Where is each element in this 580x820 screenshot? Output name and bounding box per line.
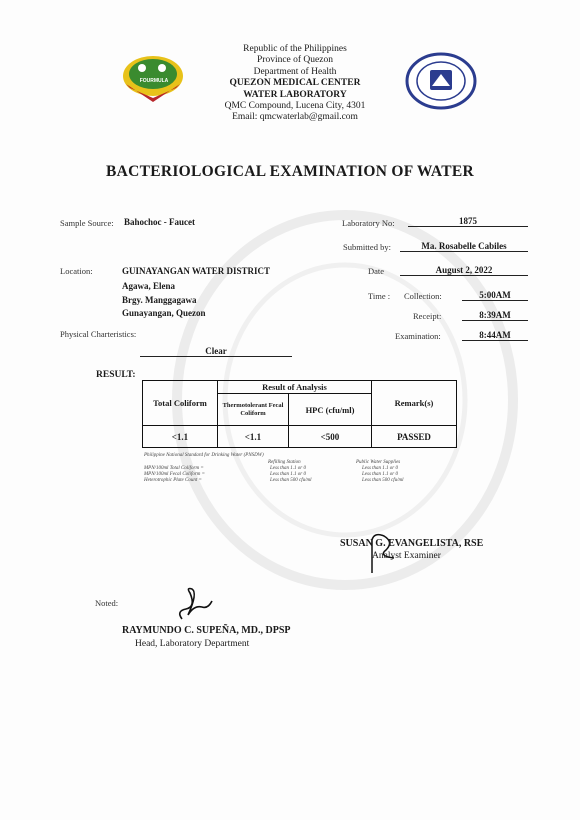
header-department: Department of Health	[253, 66, 337, 77]
standards-row-3-refill: Less than 500 cfu/ml	[270, 478, 312, 483]
lab-no-value: 1875	[408, 216, 528, 227]
col-remarks: Remark(s)	[372, 381, 457, 426]
collection-value: 5:00AM	[462, 290, 528, 301]
header-email: Email: qmcwaterlab@gmail.com	[232, 112, 358, 123]
physical-value: Clear	[140, 346, 292, 357]
examination-label: Examination:	[395, 331, 441, 341]
location-label: Location:	[60, 266, 93, 276]
standards-col2-head: Refilling Station	[268, 460, 301, 465]
result-group-header: Result of Analysis	[218, 381, 372, 394]
value-hpc: <500	[289, 426, 372, 448]
value-fecal-coliform: <1.1	[218, 426, 289, 448]
receipt-value: 8:39AM	[462, 310, 528, 321]
physical-label: Physical Charteristics:	[60, 329, 137, 339]
standards-row-1-public: Less than 1.1 or 0	[362, 466, 398, 471]
date-label: Date	[368, 266, 385, 276]
letterhead	[190, 44, 400, 124]
header-country: Republic of the Philippines	[243, 44, 347, 54]
standards-row-3-public: Less than 500 cfu/ml	[362, 478, 404, 483]
location-line-1: GUINAYANGAN WATER DISTRICT	[122, 266, 271, 276]
standards-row-2-refill: Less than 1.1 or 0	[270, 472, 306, 477]
receipt-label: Receipt:	[413, 311, 442, 321]
noted-title: Head, Laboratory Department	[135, 639, 250, 649]
standards-row-3-label: Heterotrophic Plate Count =	[144, 478, 202, 483]
location-line-2: Agawa, Elena	[122, 281, 176, 291]
sample-source-value: Bahochoc - Faucet	[124, 217, 195, 227]
submitted-label: Submitted by:	[343, 242, 391, 252]
result-table	[142, 380, 457, 448]
analyst-title: Analyst Examiner	[372, 551, 441, 561]
head-signature	[172, 585, 218, 625]
collection-label: Collection:	[404, 291, 442, 301]
time-label: Time :	[368, 291, 391, 301]
header-lab: WATER LABORATORY	[243, 89, 347, 100]
col-fecal-coliform: Thermotolerant Fecal Coliform	[218, 394, 289, 426]
standards-row-1-label: MPN/100ml Total Coliform =	[144, 466, 204, 471]
province-seal-icon	[402, 52, 480, 110]
col-hpc: HPC (cfu/ml)	[289, 394, 372, 426]
sample-source-label: Sample Source:	[60, 218, 114, 228]
standards-title: Philippine National Standard for Drinking Water (PNSDW)	[144, 453, 264, 458]
standards-col3-head: Public Water Supplies	[356, 460, 401, 465]
location-line-3: Brgy. Manggagawa	[122, 295, 197, 305]
standards-row-1-refill: Less than 1.1 or 0	[270, 466, 306, 471]
standards-row-2-label: MPN/100ml Fecal Coliform =	[144, 472, 206, 477]
header-address: QMC Compound, Lucena City, 4301	[224, 101, 366, 112]
analyst-name: SUSAN G. EVANGELISTA, RSE	[340, 538, 484, 549]
submitted-value: Ma. Rosabelle Cabiles	[400, 241, 528, 252]
standards-row-2-public: Less than 1.1 or 0	[362, 472, 398, 477]
noted-label: Noted:	[95, 598, 119, 608]
page-title: BACTERIOLOGICAL EXAMINATION OF WATER	[105, 163, 475, 180]
result-label: RESULT:	[96, 370, 136, 380]
location-line-4: Gunayangan, Quezon	[122, 308, 206, 318]
noted-name: RAYMUNDO C. SUPEÑA, MD., DPSP	[122, 625, 291, 636]
value-remarks: PASSED	[372, 426, 457, 448]
header-province: Province of Quezon	[257, 55, 333, 66]
examination-value: 8:44AM	[462, 330, 528, 341]
fourmula-logo-text: FOURMULA	[139, 78, 169, 84]
col-total-coliform: Total Coliform	[143, 381, 218, 426]
value-total-coliform: <1.1	[143, 426, 218, 448]
date-value: August 2, 2022	[400, 265, 528, 276]
header-center: QUEZON MEDICAL CENTER	[229, 78, 361, 89]
lab-no-label: Laboratory No:	[342, 218, 395, 228]
